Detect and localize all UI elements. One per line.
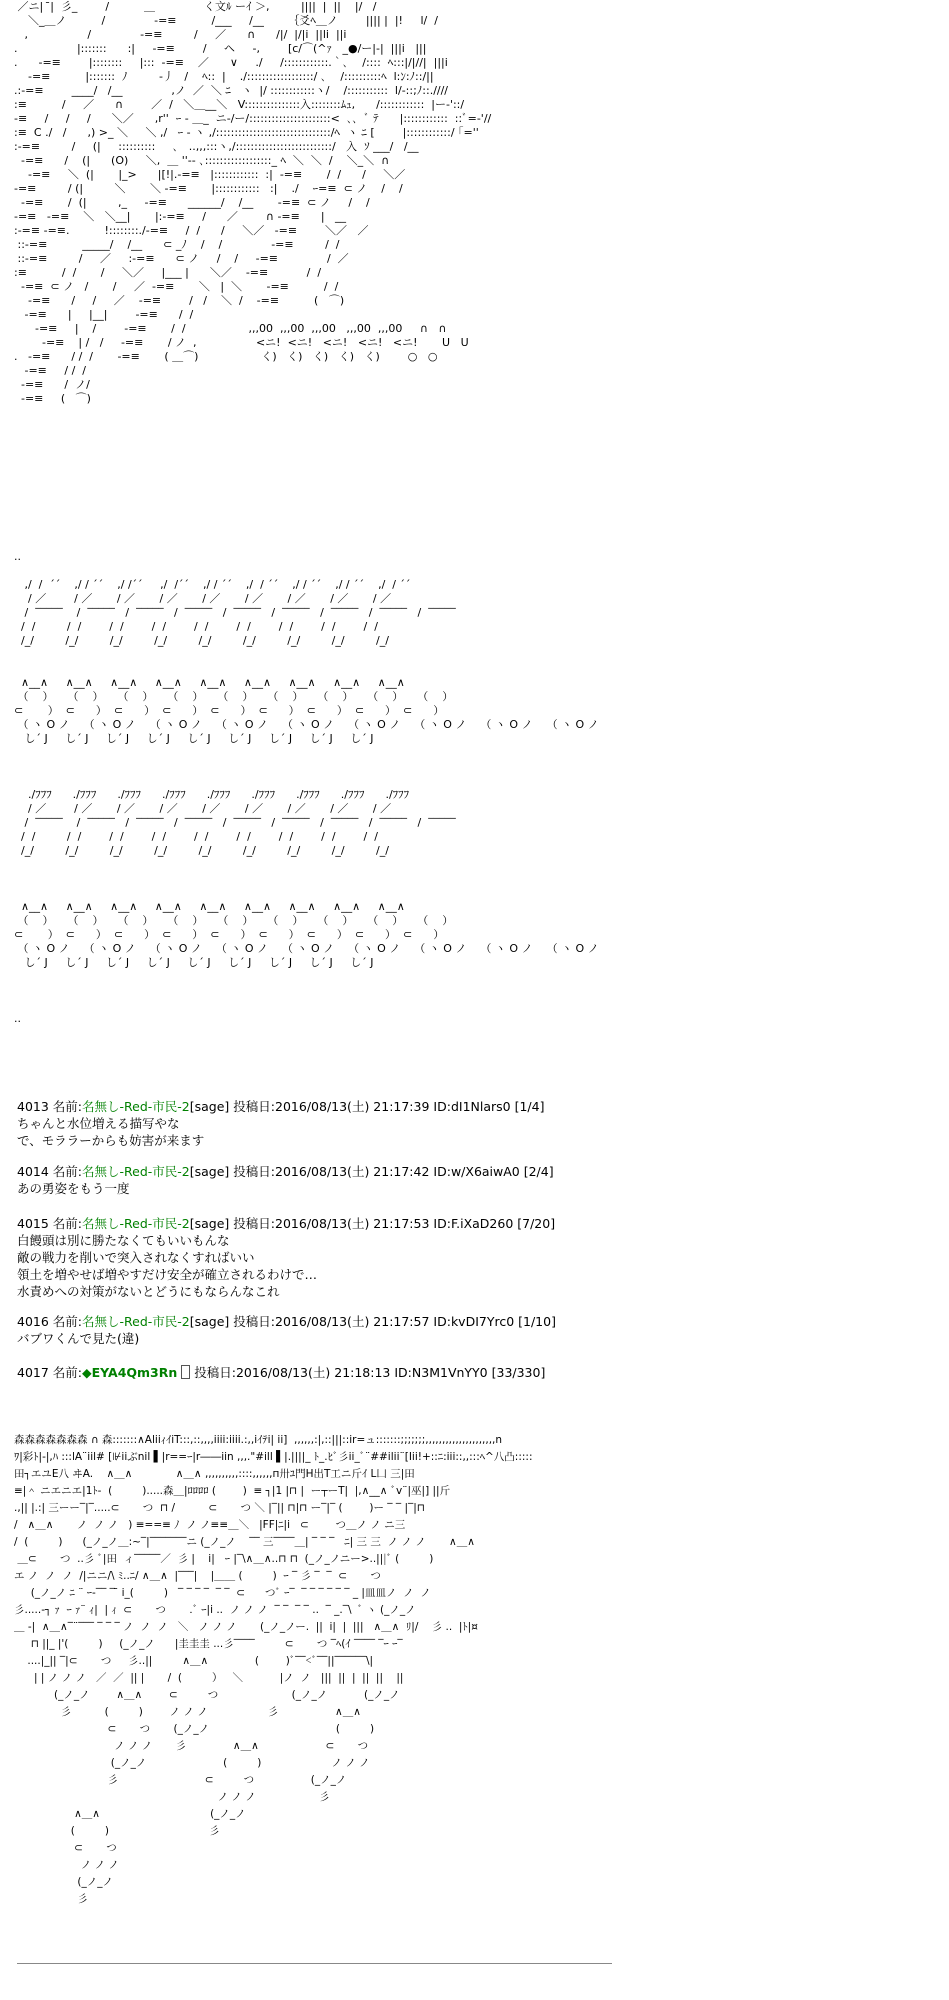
- poster-name[interactable]: 名無し-Red-市民-2: [82, 1314, 190, 1329]
- post-number: 4017: [17, 1365, 49, 1380]
- post-body: 白饅頭は別に勝たなくてもいいもんな 敵の戦力を削いで突入されなくすればいい 領土を増やせば増やすだけ安全が確立されるわけで… 水責めへの対策がないとどうにもならんなこれ: [17, 1233, 318, 1299]
- post-4017: [17, 1364, 917, 1381]
- post-date: 2016/08/13(土) 21:17:53: [275, 1216, 430, 1231]
- ascii-art-top: ／ニ| ̄| 彡_ / ＿ く文ﾙ ーｲ ＞, |||| | || |/ / ＼_＿ノ / -=≡ /___ /__ ｛爻ﾍ＿ノ |||| | |! l/ / , / -=≡ / ／ ∩ /|/ |/|i ||li ||i . |::::::: :| -=≡ / ヘ -, [c/⌒(^ｧ _●/ー|-| |||i ||| . -=≡ |:::::::: |::: -=≡ ／ ∨ ./ /::::::::::::.｀､ /:::: ﾍ:::|/|//| |||i -=≡ |::::::: ﾉ -丿 / ﾍ:: | ./::::::::::::::::::/ ､ /::::::::::ﾍ l:ﾝ:ﾉ::/|| .:-=≡ ____/ /__ ,ノ ／ ＼ ﾆ ヽ |/ ::::::::::::ヽ/ /::::::::::: l/-::;ﾉ::.//// :≡ / ／ ∩ ／ / ＼＿__＼ V:::::::::::::::入::::::::ﾑｭ, /:::::::::::: |ー‐'::/ -≡ / / / ＼／ ,r'' ｰ ‐ ＿_ ニ-/ー/::::::::::::::::::::::< ､､ ﾞ ﾃ |:::::::::::: ::ﾞ=‐'// :≡ C ./ / ,) >_ ＼ ＼ ,/ ｰ ‐ ヽ ,/:::::::::::::::::::::::::::::::/ﾍ ヽ ﾆ [ |::::::::::::/ ｢='' :-=≡ / (| :::::::::: ､ ..,,,:::ヽ,/::::::::::::::::::::::::::/ 入 ｿ ___/ /__ -=≡ / (| (O) ＼, ＿ ''‐- ､::::::::::::::::::_ ﾍ ＼ ＼ / ＼_＼ ∩ -=≡ ＼ (| |_> |[!|.-=≡ |:::::::::::: :| -=≡ / / / ＼／ -=≡ / (| ＼ ＼ -=≡ |:::::::::::: :| ./ ｰ=≡ ⊂ ノ / / -=≡ / (| ,_ -=≡ ______/ /__ -=≡ ⊂ ノ / / -=≡ -=≡ ＼ ＼__| |:-=≡ / ／ ∩ -=≡ | __ :-=≡ -=≡. !::::::::./-=≡ / / / ＼／ -=≡ ＼／ ／ ::-=≡ _____/ /__ ⊂ _ﾉ / / -=≡ / / ::-=≡ / ／ :-=≡ ⊂ ノ / / -=≡ / ／ :≡ / / / ＼／ |___ | ＼／ -=≡ / / -=≡ ⊂ ノ / / ／ -=≡ ＼ | ＼ -=≡ / / -=≡ / / ／ -=≡ / / ＼ / -=≡ ( ⌒) -=≡ | |__| -=≡ / / -=≡ | / -=≡ / / ,,,00 ,,,00 ,,,00 ,,,00 ,,,00 ∩ ∩ -=≡ | / / -=≡ / ノ , <ニ! <ニ! <ニ! <ニ! <ニ! U U . -=≡ / / / -=≡ ( ＿⌒) く) く) く) く) く) ○ ○ -=≡ / / / -=≡ / ノ/ -=≡ ( ⌒): [14, 0, 492, 405]
- post-id[interactable]: ID:N3M1VnYY0 [33/330]: [394, 1365, 546, 1380]
- date-label: 投稿日:: [233, 1099, 276, 1114]
- poster-name[interactable]: 名無し-Red-市民-2: [82, 1164, 190, 1179]
- post-number: 4014: [17, 1164, 49, 1179]
- name-label: 名前:: [52, 1314, 83, 1329]
- post-number: 4016: [17, 1314, 49, 1329]
- post-header: [17, 1098, 917, 1115]
- date-label: 投稿日:: [233, 1216, 276, 1231]
- name-label: 名前:: [52, 1099, 83, 1114]
- report-icon[interactable]: [181, 1365, 190, 1379]
- poster-name[interactable]: 名無し-Red-市民-2: [82, 1099, 190, 1114]
- name-label: 名前:: [52, 1365, 83, 1380]
- date-label: 投稿日:: [233, 1314, 276, 1329]
- poster-tripcode[interactable]: ◆EYA4Qm3Rn: [82, 1365, 178, 1380]
- post-body: あの勇姿をもう一度: [17, 1181, 130, 1196]
- post-id[interactable]: ID:w/X6aiwA0 [2/4]: [433, 1164, 554, 1179]
- mail-field: [sage]: [189, 1099, 230, 1114]
- post-id[interactable]: ID:kvDI7Yrc0 [1/10]: [433, 1314, 556, 1329]
- post-4013: [17, 1098, 917, 1149]
- name-label: 名前:: [52, 1216, 83, 1231]
- post-4015: [17, 1215, 917, 1300]
- name-label: 名前:: [52, 1164, 83, 1179]
- post-number: 4013: [17, 1099, 49, 1114]
- post-header: [17, 1215, 917, 1232]
- post-body: ちゃんと水位増える描写やな で、モララーからも妨害が来ます: [17, 1116, 205, 1148]
- post-number: 4015: [17, 1216, 49, 1231]
- bottom-divider: [17, 1963, 612, 1964]
- post-date: 2016/08/13(土) 21:17:42: [275, 1164, 430, 1179]
- mail-field: [sage]: [189, 1164, 230, 1179]
- post-header: [17, 1364, 917, 1381]
- post-id[interactable]: ID:dI1Nlars0 [1/4]: [433, 1099, 545, 1114]
- post-date: 2016/08/13(土) 21:17:57: [275, 1314, 430, 1329]
- poster-name[interactable]: 名無し-Red-市民-2: [82, 1216, 190, 1231]
- post-date: 2016/08/13(土) 21:17:39: [275, 1099, 430, 1114]
- mail-field: [sage]: [189, 1314, 230, 1329]
- post-date: 2016/08/13(土) 21:18:13: [235, 1365, 391, 1380]
- post-body: バブワくんで見た(違): [17, 1331, 140, 1346]
- post-4016: [17, 1313, 917, 1347]
- date-label: 投稿日:: [194, 1365, 236, 1380]
- mail-field: [sage]: [189, 1216, 230, 1231]
- post-id[interactable]: ID:F.iXaD260 [7/20]: [433, 1216, 556, 1231]
- post-header: [17, 1163, 917, 1180]
- ascii-art-bottom: 森森森森森森森 ∩ 森:::::::∧AliiｨｲiT:::,::,,,,iiii:iiii.:,,iｲﾃi| ii] ,,,,,,:|,::|||::ir=ュ:::::::;;;;;;;,,,,,,,,,,,,,,,,,,,,,n ﾜ|彩ﾄ|-|,ﾊ :::lA¨iil# [⊮iiぶnil ▌|r==ｰ|r――iin ,,,."#ill ▌|.||||_ ﾄ_.ﾋﾞ彡ii_ﾞ¨##ilii¨[Iii!+::ﾆ:iii::,,:::ﾍ^八凸::::: 田┐エユE八 ヰA. ∧＿∧ ∧＿∧ ,,,,,,,,,,::::,,,,,,п卅ﾕ門H出T工ニ斤ｲ L凵 三|田 ≡|＾ ニエニエ|1ﾄ- ( ).....森＿|ﾛﾛﾛﾛ ( ) ≡ ┐|1 |⊓ | ー┬ーT| |,∧__∧ ﾞv¨|巫|] ||斤 .,|| |.:| 三ーー‾|‾.....⊂ つ ⊓ / ⊂ つ ＼ |‾|| ⊓|⊓ ー‾|‾ ( )ー ‾ ‾ |‾|⊓ / ∧＿∧ ノ ノ ノ ) ≡==≡ ﾉ ノ ノ≡≡＿＼ |FF|ﾆ|i ⊂ つ＿ノ ノ ニ三 / ( ) (_ノ_ノ＿:~‾|‾‾‾‾‾‾‾ニ (_ノ_ノ ‾‾ 三‾‾‾‾＿| ‾ ‾ ‾ ﾆ| 三 三 ノ ノ ノ ∧＿∧ ＿⊂ つ ..彡 ﾞ|田 ィ‾‾‾‾‾／ 彡 | i| ｰ |‾\∧＿∧..⊓ ⊓ (_ノ_ノニー>..|||ﾞ ( ) エ ノ ノ ノ /|ニニ/\ ﾐ..ﾆ/ ∧＿∧ |‾‾‾| |＿＿ ( ) ｰ ‾ 彡 ‾ ‾ ⊂ つ (_ノ_ノ ﾆ ¨ ｰ-‾‾ ‾ ̄ i_( ) ‾ ‾ ‾ ‾ ‾ ‾ ⊂ つﾞ ｰ‾ ‾ ‾ ‾ ‾ ‾ ‾ _ |皿皿ノ ノ ノ 彡.....-┐ ｧ ｰ ｧ¨ ｨ| | ｨ ⊂ つ .ﾞ ｰ|i .. ノ ノ ノ ‾ ‾ ‾ ‾ .. ‾ _.‾\ ﾞ ヽ (_ノ_ノ ＿ -| ∧＿∧‾¨‾‾‾ ‾ ‾ ‾ ノ ノ ノ ＼ ノ ノ ノ (_ノ_ノー. || i| | ||| ∧＿∧ ﾘ|/ 彡 .. |ﾄ|¤ ⊓ ||_ |'( ) (_ノ_ノ |圭圭圭 ...彡‾‾‾‾ ⊂ つ ‾ﾍ(ｲ ‾‾‾‾ ‾ｰ ｰ‾ ....|_|| ‾|⊂ つ 彡..|| ∧＿∧ ( )ﾞ‾‾<ﾞ‾‾||‾‾‾‾‾‾\| | | ノ ノ ノ ／ ／ || | / ( ） ＼ |ノ ノ ||| || | || || || (_ノ_ノ ∧＿∧ ⊂ つ (_ノ_ノ (_ノ_ノ 彡 ( ) ノ ノ ノ 彡 ∧＿∧ ⊂ つ (_ノ_ノ ( ) ノ ノ ノ 彡 ∧＿∧ ⊂ つ (_ノ_ノ ( ) ノ ノ ノ 彡 ⊂ つ (_ノ_ノ ノ ノ ノ 彡 ∧＿∧ (_ノ_ノ ( ) 彡 ⊂ つ ノ ノ ノ (_ノ_ノ 彡: [14, 1434, 533, 1905]
- post-header: [17, 1313, 917, 1330]
- post-4014: [17, 1163, 917, 1197]
- ascii-art-middle: .. ,/ / ´´ ,/ / ´´ ,/ /´´ ,/ /´´ ,/ / ´´ ,/ / ´´ ,/ / ´´ ,/ / ´´ ,/ / ´´ / ／ / ／ / ／ / ／ / ／ / ／ / ／ / ／ / ／ / ‾‾‾‾‾ / ‾‾‾‾‾ / ‾‾‾‾‾ / ‾‾‾‾‾ / ‾‾‾‾‾ / ‾‾‾‾‾ / ‾‾‾‾‾ / ‾‾‾‾‾ / ‾‾‾‾‾ / / / / / / / / / / / / / / / / / / /_/ /_/ /_/ /_/ /_/ /_/ /_/ /_/ /_/ ∧__∧ ∧__∧ ∧__∧ ∧__∧ ∧__∧ ∧__∧ ∧__∧ ∧__∧ ∧__∧ （ ） （ ） （ ） （ ） （ ） （ ） （ ） （ ） （ ） ⊂ ） ⊂ ） ⊂ ） ⊂ ） ⊂ ） ⊂ ） ⊂ ） ⊂ ） ⊂ ） （ ヽ O ノ （ ヽ O ノ （ ヽ O ノ （ ヽ O ノ （ ヽ O ノ （ ヽ O ノ （ ヽ O ノ （ ヽ O ノ （ ヽ O ノ し´ J し´ J し´ J し´ J し´ J し´ J し´ J し´ J し´ J ./ﾌﾌﾌ ./ﾌﾌﾌ ./ﾌﾌﾌ ./ﾌﾌﾌ ./ﾌﾌﾌ ./ﾌﾌﾌ ./ﾌﾌﾌ ./ﾌﾌﾌ ./ﾌﾌﾌ / ／ / ／ / ／ / ／ / ／ / ／ / ／ / ／ / ／ / ‾‾‾‾‾ / ‾‾‾‾‾ / ‾‾‾‾‾ / ‾‾‾‾‾ / ‾‾‾‾‾ / ‾‾‾‾‾ / ‾‾‾‾‾ / ‾‾‾‾‾ / ‾‾‾‾‾ / / / / / / / / / / / / / / / / / / /_/ /_/ /_/ /_/ /_/ /_/ /_/ /_/ /_/ ∧__∧ ∧__∧ ∧__∧ ∧__∧ ∧__∧ ∧__∧ ∧__∧ ∧__∧ ∧__∧ （ ） （ ） （ ） （ ） （ ） （ ） （ ） （ ） （ ） ⊂ ） ⊂ ） ⊂ ） ⊂ ） ⊂ ） ⊂ ） ⊂ ） ⊂ ） ⊂ ） （ ヽ O ノ （ ヽ O ノ （ ヽ O ノ （ ヽ O ノ （ ヽ O ノ （ ヽ O ノ （ ヽ O ノ （ ヽ O ノ （ ヽ O ノ し´ J し´ J し´ J し´ J し´ J し´ J し´ J し´ J し´ J ..: [14, 550, 599, 1025]
- date-label: 投稿日:: [233, 1164, 276, 1179]
